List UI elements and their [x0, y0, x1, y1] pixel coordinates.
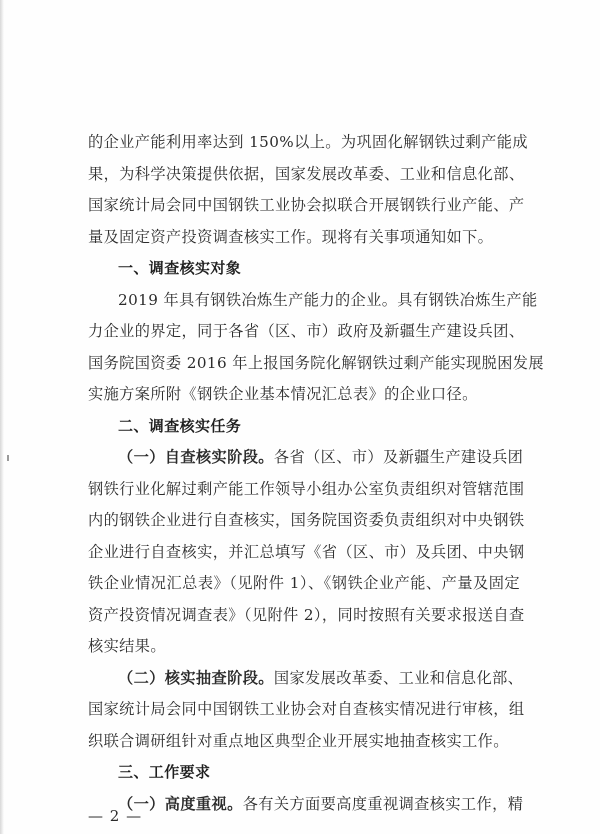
item-3-first-rest: 各有关方面要高度重视调查核实工作，精 — [242, 795, 524, 813]
body-text-line: 实施方案所附《钢铁企业基本情况汇总表》的企业口径。 — [88, 385, 478, 403]
section-heading-2: 二、调查核实任务 — [118, 417, 242, 435]
body-text-line: 织联合调研组针对重点地区典型企业开展实地抽查核实工作。 — [88, 732, 509, 750]
body-text-line: 铁企业情况汇总表》（见附件 1）、《钢铁企业产能、产量及固定 — [88, 574, 520, 592]
scan-speck — [7, 455, 9, 461]
body-text-line: 2019 年具有钢铁冶炼生产能力的企业。具有钢铁冶炼生产能 — [118, 291, 538, 309]
item-3-lead: （一）高度重视。 — [118, 795, 243, 813]
body-text-line: 钢铁行业化解过剩产能工作领导小组办公室负责组织对管辖范围 — [88, 480, 525, 498]
body-text-line: 果，为科学决策提供依据，国家发展改革委、工业和信息化部、 — [88, 165, 525, 183]
section-heading-3: 三、工作要求 — [118, 763, 211, 781]
page-number: — 2 — — [88, 807, 143, 825]
item-1-first-line — [118, 447, 524, 467]
body-text-line: 量及固定资产投资调查核实工作。现将有关事项通知如下。 — [88, 228, 494, 246]
section-heading-1: 一、调查核实对象 — [118, 259, 242, 277]
body-text-line: 内的钢铁企业进行自查核实，国务院国资委负责组织对中央钢铁 — [88, 511, 525, 529]
item-2-lead: （二）核实抽查阶段。 — [118, 669, 274, 687]
body-text-line: 国家统计局会同中国钢铁工业协会拟联合开展钢铁行业产能、产 — [88, 196, 525, 214]
body-text-line: 核实结果。 — [88, 637, 166, 655]
item-2-first-rest: 国家发展改革委、工业和信息化部、 — [273, 669, 524, 687]
item-2-first-line — [118, 668, 524, 688]
body-text-line: 力企业的界定，同于各省（区、市）政府及新疆生产建设兵团、 — [88, 322, 525, 340]
item-3-first-line — [118, 794, 524, 814]
scan-edge-shadow — [0, 0, 4, 834]
body-text-line: 资产投资情况调查表》（见附件 2），同时按照有关要求报送自查 — [88, 606, 525, 624]
body-text-line: 企业进行自查核实，并汇总填写《省（区、市）及兵团、中央钢 — [88, 543, 525, 561]
body-text-line: 国务院国资委 2016 年上报国务院化解钢铁过剩产能实现脱困发展 — [88, 354, 544, 372]
item-1-first-rest: 各省（区、市）及新疆生产建设兵团 — [273, 448, 524, 466]
body-text-line: 的企业产能利用率达到 150%以上。为巩固化解钢铁过剩产能成 — [88, 133, 528, 151]
item-1-lead: （一）自查核实阶段。 — [118, 448, 274, 466]
body-text-line: 国家统计局会同中国钢铁工业协会对自查核实情况进行审核，组 — [88, 700, 525, 718]
